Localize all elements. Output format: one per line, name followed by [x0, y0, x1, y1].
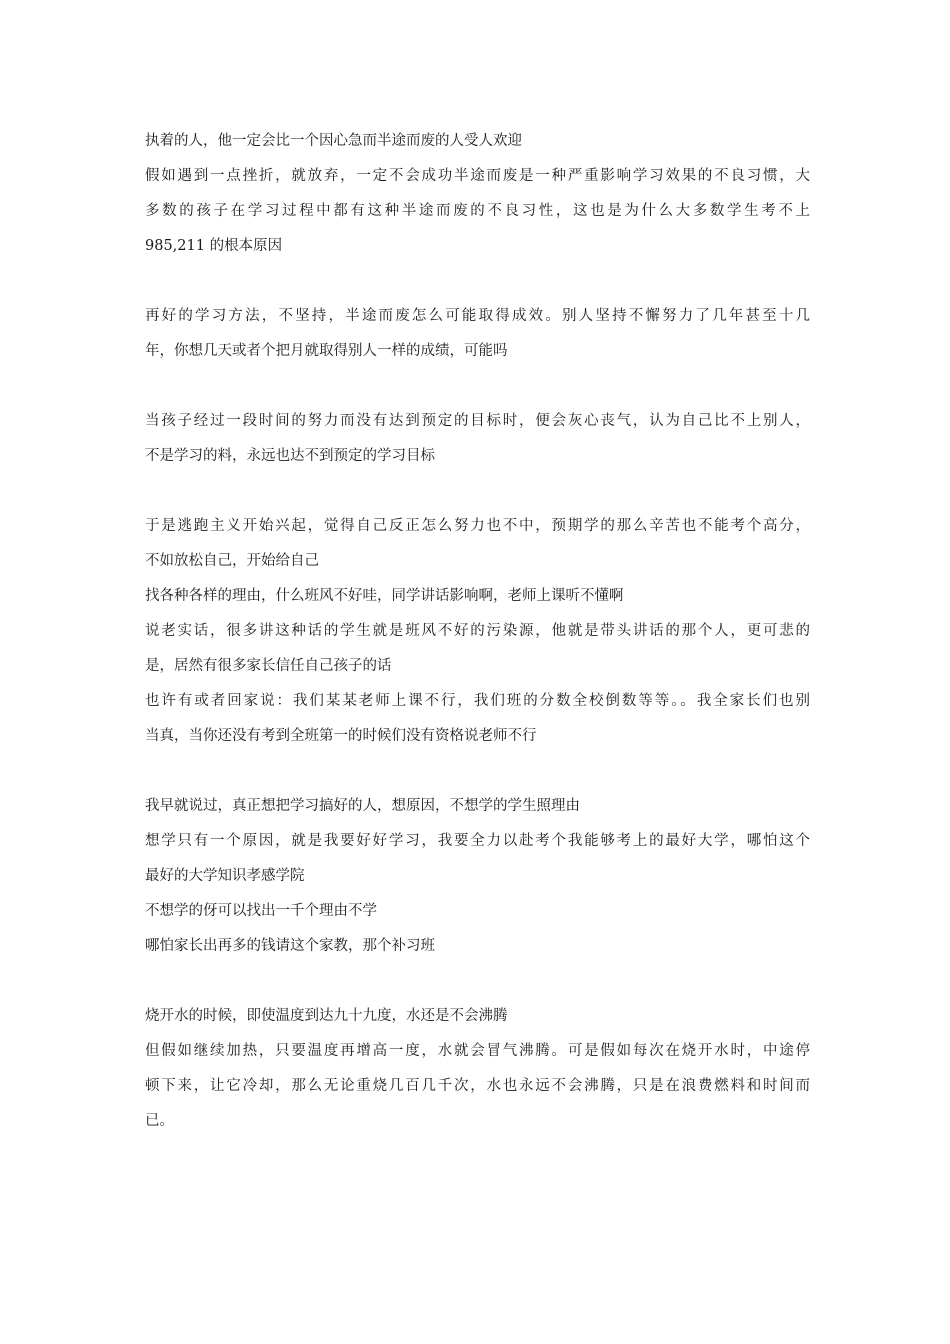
- paragraph: [145, 894, 810, 929]
- paragraph: [145, 824, 810, 894]
- text-line: 当孩子经过一段时间的努力而没有达到预定的目标时，便会灰心丧气，认为自己比不上别人，: [145, 413, 810, 429]
- text-line: 说老实话，很多讲这种话的学生就是班风不好的污染源，他就是带头讲话的那个人，更可悲的: [145, 623, 810, 639]
- text-line: 烧开水的时候，即使温度到达九十九度，水还是不会沸腾: [145, 1008, 508, 1024]
- paragraph: [145, 509, 810, 579]
- text-line: 当真，当你还没有考到全班第一的时候们没有资格说老师不行: [145, 728, 537, 744]
- paragraph-gap: [145, 964, 810, 999]
- text-line: 不如放松自己，开始给自己: [145, 553, 319, 569]
- paragraph-gap: [145, 264, 810, 299]
- text-line: 不想学的伢可以找出一千个理由不学: [145, 903, 377, 919]
- text-line: 是，居然有很多家长信任自己孩子的话: [145, 658, 392, 674]
- paragraph: [145, 124, 810, 159]
- text-line: 我早就说过，真正想把学习搞好的人，想原因，不想学的学生照理由: [145, 798, 580, 814]
- paragraph: [145, 789, 810, 824]
- document-body: [145, 124, 810, 1139]
- text-line: 再好的学习方法，不坚持，半途而废怎么可能取得成效。别人坚持不懈努力了几年甚至十几: [145, 308, 810, 324]
- paragraph-gap: [145, 474, 810, 509]
- paragraph: [145, 159, 810, 264]
- text-line: 执着的人，他一定会比一个因心急而半途而废的人受人欢迎: [145, 133, 522, 149]
- text-line: 也许有或者回家说：我们某某老师上课不行，我们班的分数全校倒数等等。。我全家长们也别: [145, 693, 810, 709]
- paragraph: [145, 929, 810, 964]
- paragraph: [145, 579, 810, 614]
- text-line: 顿下来，让它冷却，那么无论重烧几百几千次，水也永远不会沸腾，只是在浪费燃料和时间而: [145, 1078, 810, 1094]
- text-line: 假如遇到一点挫折，就放弃，一定不会成功半途而废是一种严重影响学习效果的不良习惯，大: [145, 168, 810, 184]
- paragraph: [145, 614, 810, 684]
- paragraph-gap: [145, 754, 810, 789]
- text-line: 已。: [145, 1113, 174, 1129]
- paragraph: [145, 299, 810, 369]
- paragraph: [145, 684, 810, 754]
- paragraph: [145, 404, 810, 474]
- text-line: 不是学习的料，永远也达不到预定的学习目标: [145, 448, 435, 464]
- text-line: 想学只有一个原因，就是我要好好学习，我要全力以赴考个我能够考上的最好大学，哪怕这个: [145, 833, 810, 849]
- text-line: 多数的孩子在学习过程中都有这种半途而废的不良习性，这也是为什么大多数学生考不上: [145, 203, 810, 219]
- text-line: 但假如继续加热，只要温度再增高一度，水就会冒气沸腾。可是假如每次在烧开水时，中途停: [145, 1043, 810, 1059]
- text-line: 最好的大学知识孝感学院: [145, 868, 305, 884]
- text-line: 哪怕家长出再多的钱请这个家教，那个补习班: [145, 938, 435, 954]
- paragraph-gap: [145, 369, 810, 404]
- text-line: 年，你想几天或者个把月就取得别人一样的成绩，可能吗: [145, 343, 508, 359]
- text-line: 找各种各样的理由，什么班风不好哇，同学讲话影响啊，老师上课听不懂啊: [145, 588, 624, 604]
- paragraph: [145, 1034, 810, 1139]
- text-line: 于是逃跑主义开始兴起，觉得自己反正怎么努力也不中，预期学的那么辛苦也不能考个高分，: [145, 518, 810, 534]
- paragraph: [145, 999, 810, 1034]
- text-line: 985,211 的根本原因: [145, 238, 283, 254]
